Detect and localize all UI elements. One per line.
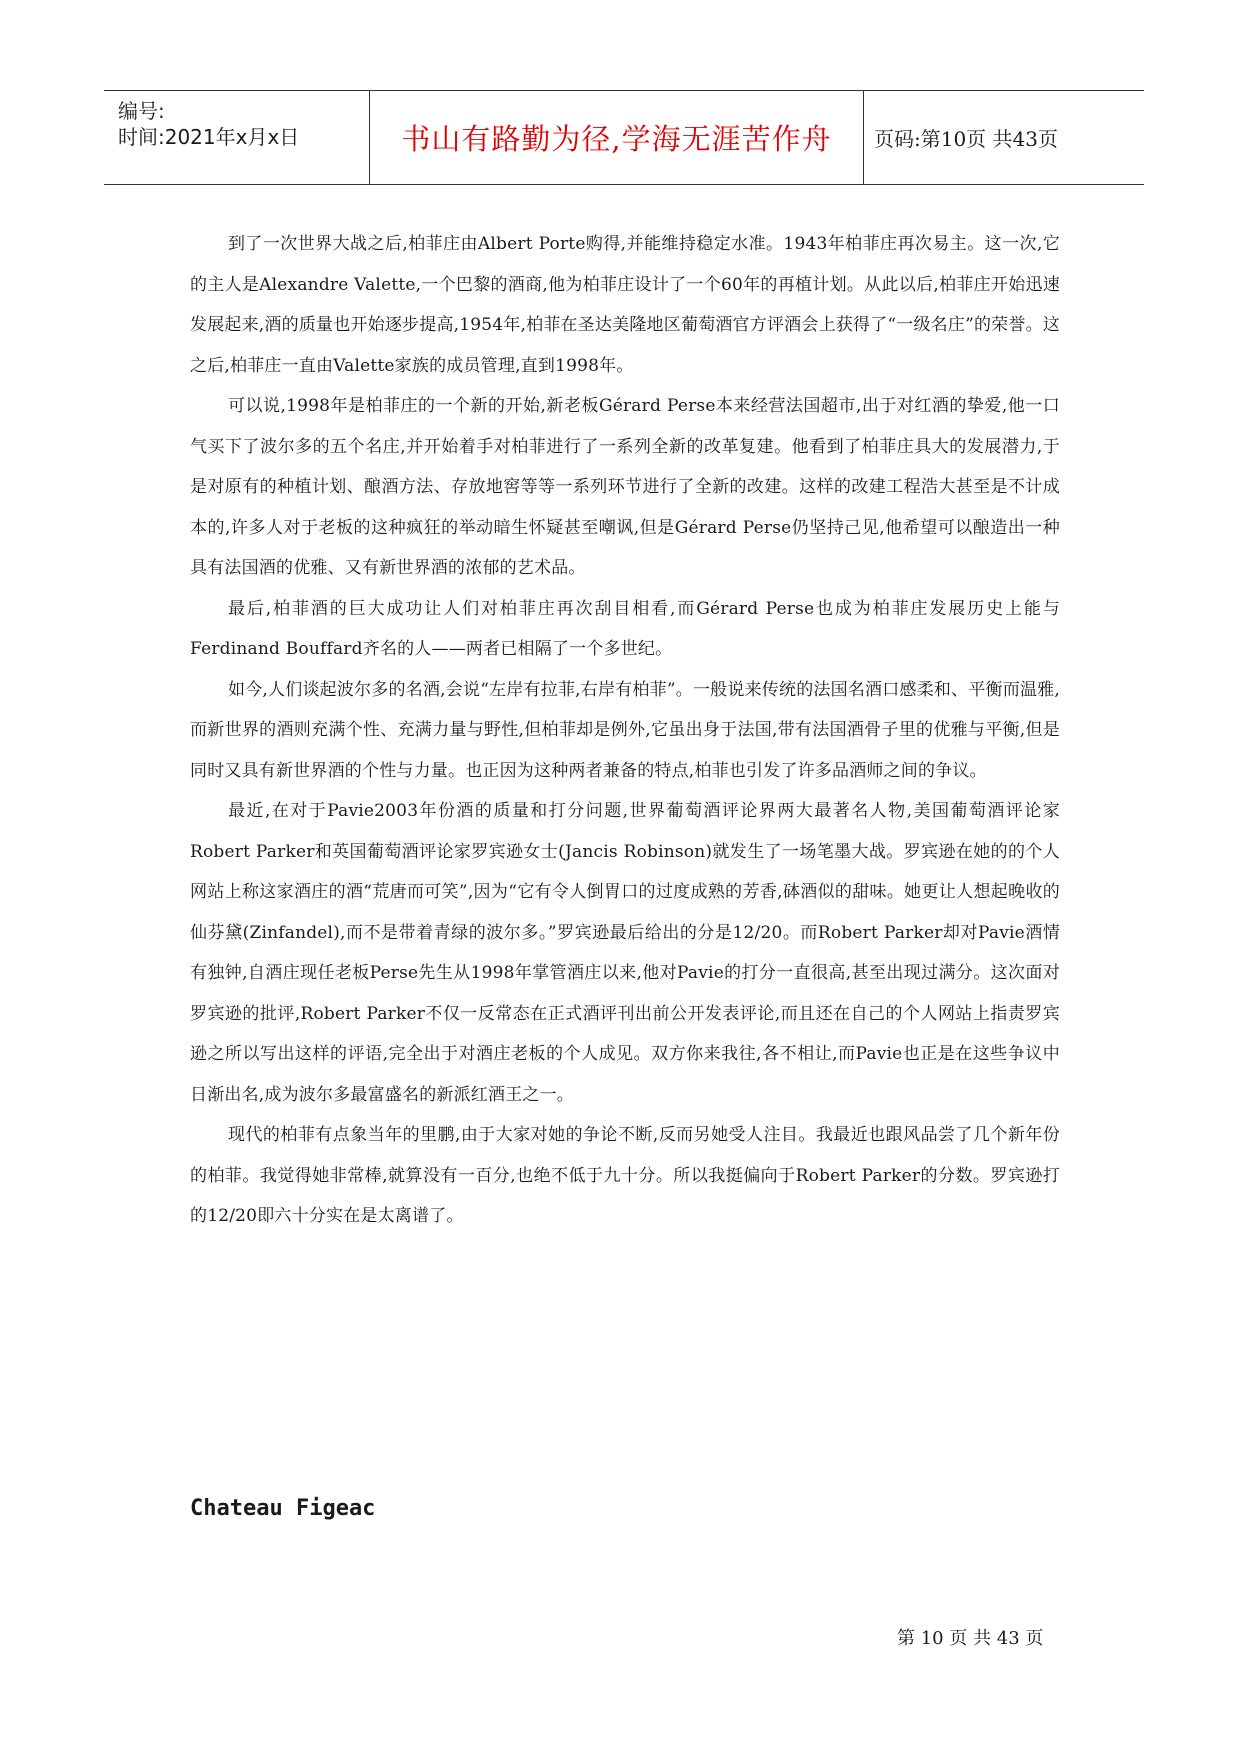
page-header	[104, 90, 1144, 185]
doc-time-label: 时间:2021年x月x日	[118, 125, 300, 149]
paragraph: 可以说,1998年是柏菲庄的一个新的开始,新老板Gérard Perse本来经营法国超市,出于对红酒的挚爱,他一口气买下了波尔多的五个名庄,并开始着手对柏菲进行了一系列全新的改革复建。他看到了柏菲庄具大的发展潜力,于是对原有的种植计划、酿酒方法、存放地窖等等一系列环节进行了全新的改建。这样的改建工程浩大甚至是不计成本的,许多人对于老板的这种疯狂的举动暗生怀疑甚至嘲讽,但是Gérard Perse仍坚持己见,他希望可以酿造出一种具有法国酒的优雅、又有新世界酒的浓郁的艺术品。	[190, 396, 1060, 578]
header-page-label: 页码:第10页 共43页	[874, 127, 1058, 151]
page-footer: 第 10 页 共 43 页	[897, 1628, 1044, 1649]
paragraph: 现代的柏菲有点象当年的里鹏,由于大家对她的争论不断,反而另她受人注目。我最近也跟风品尝了几个新年份的柏菲。我觉得她非常棒,就算没有一百分,也绝不低于九十分。所以我挺偏向于Robert Parker的分数。罗宾逊打的12/20即六十分实在是太离谱了。	[190, 1125, 1060, 1226]
paragraph: 到了一次世界大战之后,柏菲庄由Albert Porte购得,并能维持稳定水准。1943年柏菲庄再次易主。这一次,它的主人是Alexandre Valette,一个巴黎的酒商,他为柏菲庄设计了一个60年的再植计划。从此以后,柏菲庄开始迅速发展起来,酒的质量也开始逐步提高,1954年,柏菲在圣达美隆地区葡萄酒官方评酒会上获得了“一级名庄”的荣誉。这之后,柏菲庄一直由Valette家族的成员管理,直到1998年。	[190, 234, 1060, 376]
body-text	[190, 224, 1060, 1237]
paragraph: 最近,在对于Pavie2003年份酒的质量和打分问题,世界葡萄酒评论界两大最著名人物,美国葡萄酒评论家Robert Parker和英国葡萄酒评论家罗宾逊女士(Jancis Robinson)就发生了一场笔墨大战。罗宾逊在她的的个人网站上称这家酒庄的酒“荒唐而可笑”,因为“它有令人倒胃口的过度成熟的芳香,砵酒似的甜味。她更让人想起晚收的仙芬黛(Zinfandel),而不是带着青绿的波尔多。”罗宾逊最后给出的分是12/20。而Robert Parker却对Pavie酒情有独钟,自酒庄现任老板Perse先生从1998年掌管酒庄以来,他对Pavie的打分一直很高,甚至出现过满分。这次面对罗宾逊的批评,Robert Parker不仅一反常态在正式酒评刊出前公开发表评论,而且还在自己的个人网站上指责罗宾逊之所以写出这样的评语,完全出于对酒庄老板的个人成见。双方你来我往,各不相让,而Pavie也正是在这些争议中日渐出名,成为波尔多最富盛名的新派红酒王之一。	[190, 801, 1060, 1105]
header-motto-cell	[369, 91, 864, 184]
paragraph: 如今,人们谈起波尔多的名酒,会说“左岸有拉菲,右岸有柏菲”。一般说来传统的法国名酒口感柔和、平衡而温雅,而新世界的酒则充满个性、充满力量与野性,但柏菲却是例外,它虽出身于法国,带有法国酒骨子里的优雅与平衡,但是同时又具有新世界酒的个性与力量。也正因为这种两者兼备的特点,柏菲也引发了许多品酒师之间的争议。	[190, 679, 1060, 781]
paragraph: 最后,柏菲酒的巨大成功让人们对柏菲庄再次刮目相看,而Gérard Perse也成为柏菲庄发展历史上能与Ferdinand Bouffard齐名的人——两者已相隔了一个多世纪。	[190, 598, 1060, 659]
header-info	[118, 91, 368, 184]
header-motto: 书山有路勤为径,学海无涯苦作舟	[401, 122, 832, 156]
section-heading: Chateau Figeac	[190, 1496, 376, 1521]
doc-number-label: 编号:	[118, 99, 165, 123]
header-page-cell	[874, 91, 1144, 184]
